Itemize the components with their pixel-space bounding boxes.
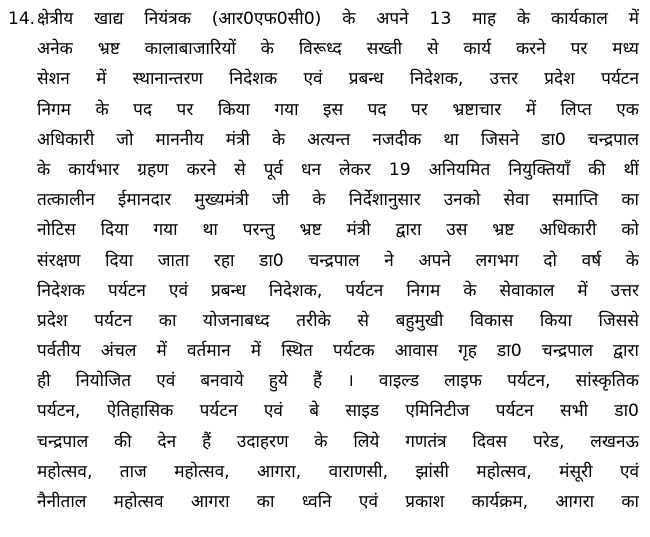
paragraph-text <box>37 4 639 517</box>
text-line: अधिकारी जो माननीय मंत्री के अत्यन्त नजदीक था जिसने डा0 चन्द्रपाल <box>37 129 639 150</box>
text-line: के कार्यभार ग्रहण करने से पूर्व धन लेकर 19 अनियमित नियुक्तियॉं की थीं <box>37 159 639 180</box>
text-line: पर्यटन, ऐतिहासिक पर्यटन एवं बे साइड एमिनिटीज पर्यटन सभी डा0 <box>37 401 639 422</box>
text-line: चन्द्रपाल की देन हैं उदाहरण के लिये गणतंत्र दिवस परेड, लखनऊ <box>37 431 639 452</box>
text-line: अनेक भ्रष्ट कालाबाजारियों के विरूध्द सख्ती से कार्य करने पर मध्य <box>37 39 639 60</box>
text-line: सेशन में स्थानान्तरण निदेशक एवं प्रबन्ध निदेशक, उत्तर प्रदेश पर्यटन <box>37 69 639 90</box>
text-line: निदेशक पर्यटन एवं प्रबन्ध निदेशक, पर्यटन निगम के सेवाकाल में उत्तर <box>37 280 639 301</box>
text-line: तत्कालीन ईमानदार मुख्यमंत्री जी के निर्देशानुसार उनको सेवा समाप्ति का <box>37 190 639 211</box>
text-line: प्रदेश पर्यटन का योजनाबध्द तरीके से बहुमुखी विकास किया जिससे <box>37 310 639 331</box>
text-line: नैनीताल महोत्सव आगरा का ध्वनि एवं प्रकाश कार्यक्रम, आगरा का <box>37 492 639 512</box>
text-line: ही नियोजित एवं बनवाये हुये हैं । वाइल्ड लाइफ पर्यटन, सांस्कृतिक <box>37 371 639 392</box>
text-line: नोटिस दिया गया था परन्तु भ्रष्ट मंत्री द्वारा उस भ्रष्ट अधिकारी को <box>37 220 639 241</box>
text-line: क्षेत्रीय खाद्य नियंत्रक (आर0एफ0सी0) के अपने 13 माह के कार्यकाल में <box>37 9 639 29</box>
text-line: निगम के पद पर किया गया इस पद पर भ्रष्टाचार में लिप्त एक <box>37 99 639 120</box>
text-line: महोत्सव, ताज महोत्सव, आगरा, वाराणसी, झांसी महोत्सव, मंसूरी एवं <box>37 461 639 482</box>
item-number: 14. <box>8 9 36 29</box>
text-line: संरक्षण दिया जाता रहा डा0 चन्द्रपाल ने अपने लगभग दो वर्ष के <box>37 250 639 271</box>
text-line: पर्वतीय अंचल में वर्तमान में स्थित पर्यटक आवास गृह डा0 चन्द्रपाल द्वारा <box>37 341 639 362</box>
